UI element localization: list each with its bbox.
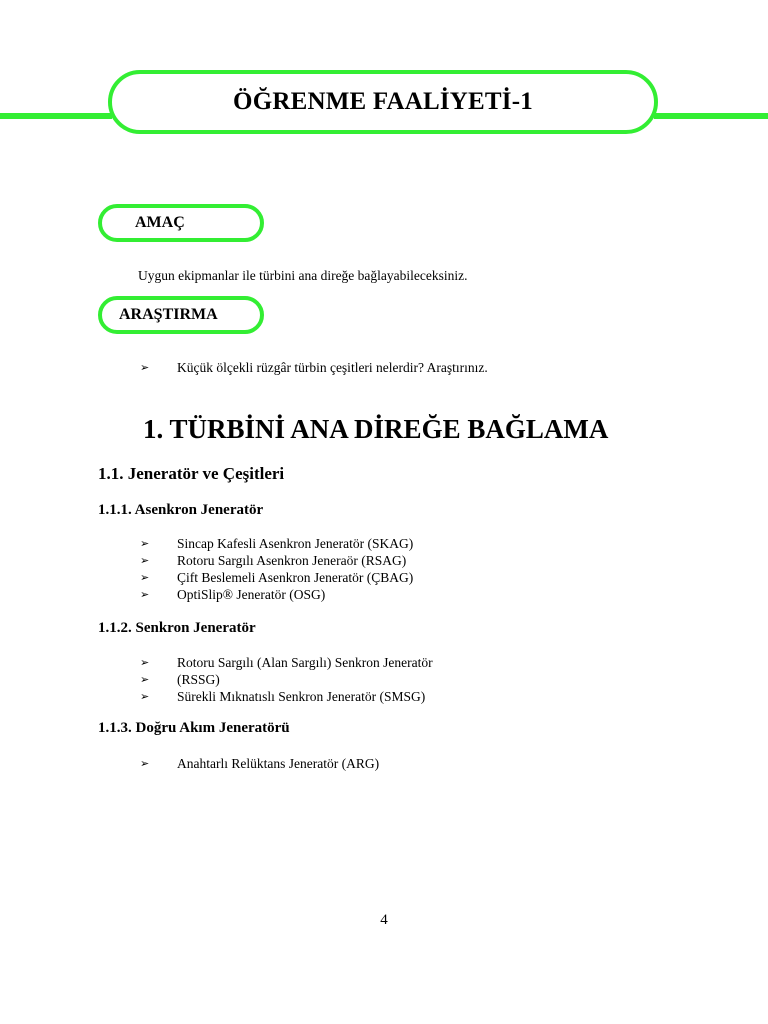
arastirma-label: ARAŞTIRMA <box>119 306 218 323</box>
header-bar-right <box>654 113 768 119</box>
list-item: ➢ Çift Beslemeli Asenkron Jeneratör (ÇBAG) <box>140 570 414 585</box>
amac-text: Uygun ekipmanlar ile türbini ana direğe bağlayabileceksiniz. <box>138 268 468 283</box>
header-bar-left <box>0 113 112 119</box>
senkron-list <box>140 654 433 705</box>
asenkron-heading: 1.1.1. Asenkron Jeneratör <box>98 502 264 518</box>
arastirma-list <box>140 359 488 376</box>
arrowhead-bullet-icon: ➢ <box>140 673 150 686</box>
list-item: ➢ Rotoru Sargılı (Alan Sargılı) Senkron Jeneratör <box>140 655 433 670</box>
list-item: ➢ Sincap Kafesli Asenkron Jeneratör (SKAG) <box>140 536 414 551</box>
subsection-title: 1.1. Jeneratör ve Çeşitleri <box>98 464 285 483</box>
amac-box <box>98 204 264 242</box>
arrowhead-bullet-icon: ➢ <box>140 757 150 770</box>
section-title: 1. TÜRBİNİ ANA DİREĞE BAĞLAMA <box>143 414 609 444</box>
title-box <box>108 70 658 134</box>
page-number: 4 <box>380 912 388 928</box>
arastirma-box <box>98 296 264 334</box>
arrowhead-bullet-icon: ➢ <box>140 361 150 374</box>
arrowhead-bullet-icon: ➢ <box>140 656 150 669</box>
list-item: ➢ Sürekli Mıknatıslı Senkron Jeneratör (SMSG) <box>140 689 426 704</box>
list-item: ➢ OptiSlip® Jeneratör (OSG) <box>140 587 326 602</box>
arrowhead-bullet-icon: ➢ <box>140 588 150 601</box>
arrowhead-bullet-icon: ➢ <box>140 690 150 703</box>
list-item: ➢ (RSSG) <box>140 672 220 687</box>
dogru-akim-list <box>140 755 379 772</box>
amac-label: AMAÇ <box>135 214 185 231</box>
arrowhead-bullet-icon: ➢ <box>140 571 150 584</box>
senkron-heading: 1.1.2. Senkron Jeneratör <box>98 620 256 636</box>
list-item: ➢ Rotoru Sargılı Asenkron Jeneraör (RSAG) <box>140 553 407 568</box>
list-item: ➢ Küçük ölçekli rüzgâr türbin çeşitleri nelerdir? Araştırınız. <box>140 360 488 375</box>
arrowhead-bullet-icon: ➢ <box>140 537 150 550</box>
arrowhead-bullet-icon: ➢ <box>140 554 150 567</box>
asenkron-list <box>140 535 413 603</box>
dogru-akim-heading: 1.1.3. Doğru Akım Jeneratörü <box>98 720 290 736</box>
list-item: ➢ Anahtarlı Relüktans Jeneratör (ARG) <box>140 756 380 771</box>
page-title: ÖĞRENME FAALİYETİ-1 <box>233 88 533 115</box>
